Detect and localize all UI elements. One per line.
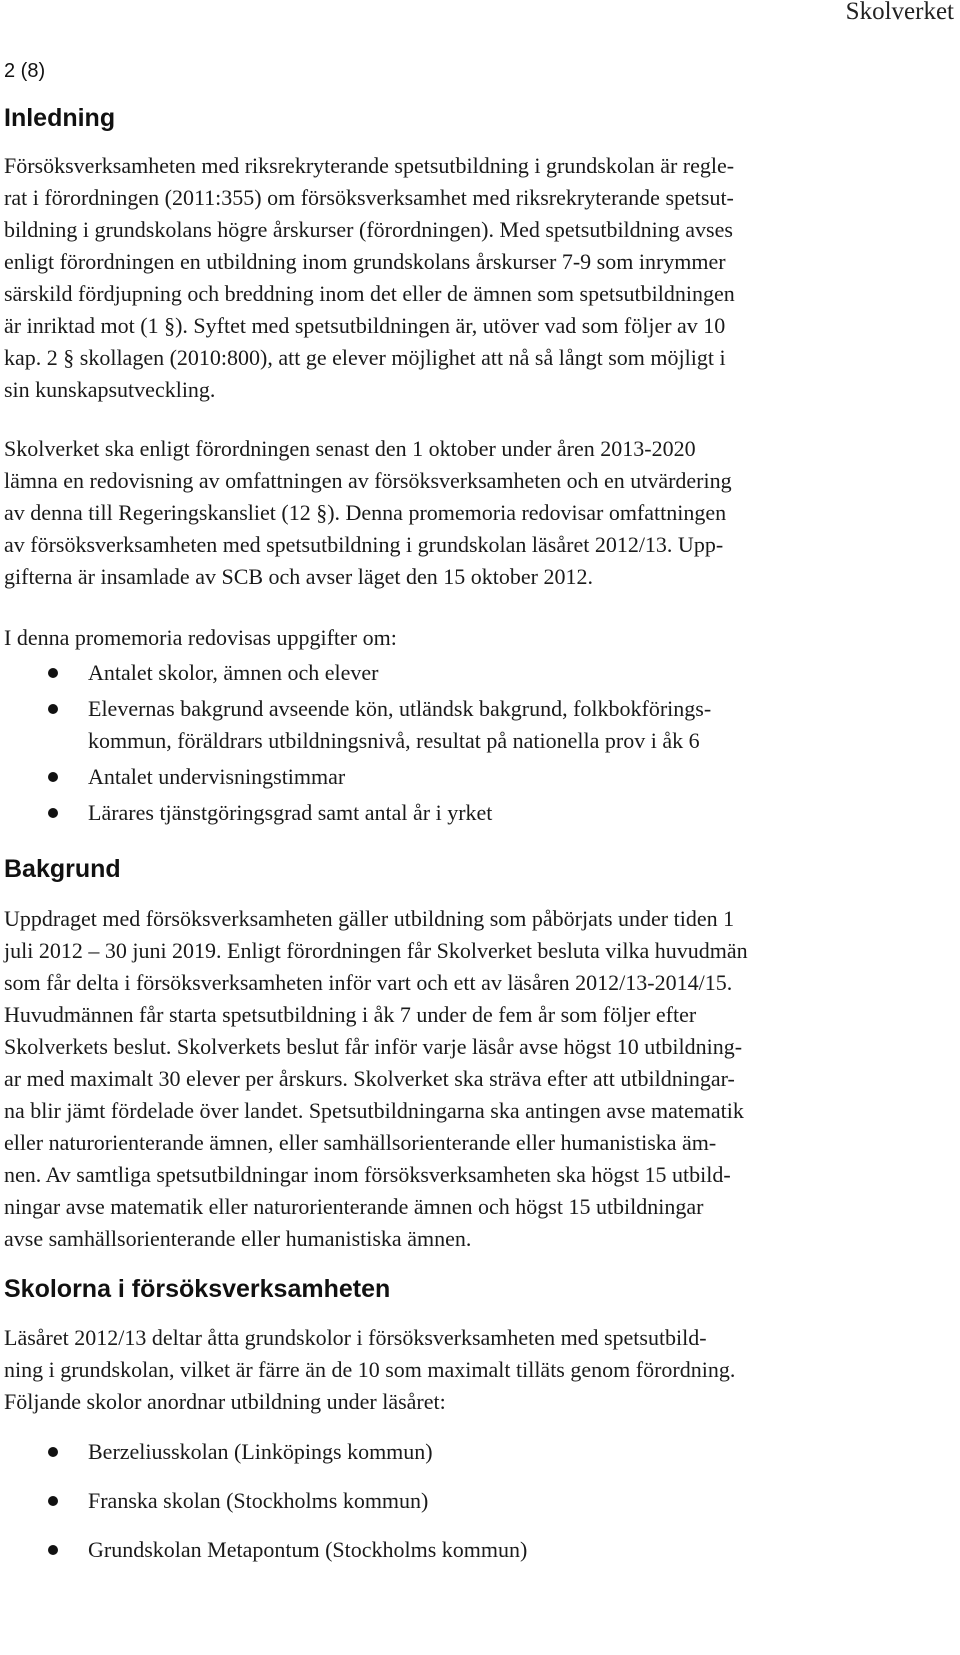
list-item-text: Berzeliusskolan (Linköpings kommun) [88,1439,433,1464]
text-line: gifterna är insamlade av SCB och avser läget den 15 oktober 2012. [4,564,593,589]
text-line: är inriktad mot (1 §). Syftet med spetsutbildningen är, utöver vad som följer av 10 [4,313,726,338]
brand-name: Skolverket [845,0,954,25]
text-line: av försöksverksamheten med spetsutbildning i grundskolan läsåret 2012/13. Upp- [4,532,724,557]
page-number: 2 (8) [4,60,46,82]
text-line: Skolverket ska enligt förordningen senast den 1 oktober under åren 2013-2020 [4,436,696,461]
text-line: ar med maximalt 30 elever per årskurs. Skolverket ska sträva efter att utbildningar- [4,1066,735,1091]
inledning-paragraph-3 [4,622,952,654]
list-item [4,657,952,689]
bullet-icon [48,1496,58,1506]
list-item-text: Franska skolan (Stockholms kommun) [88,1488,429,1513]
text-line: särskild fördjupning och breddning inom det eller de ämnen som spetsutbildningen [4,281,735,306]
text-line: lämna en redovisning av omfattningen av försöksverksamheten och en utvärdering [4,468,732,493]
list-item-text: Antalet undervisningstimmar [88,764,346,789]
heading-bakgrund: Bakgrund [4,855,121,883]
heading-inledning: Inledning [4,104,116,132]
list-item [4,797,952,829]
text-line: na blir jämt fördelade över landet. Spetsutbildningarna ska antingen avse matematik [4,1098,744,1123]
list-item-text: Elevernas bakgrund avseende kön, utländsk bakgrund, folkbokförings- [88,696,712,721]
text-line: eller naturorienterande ämnen, eller samhällsorienterande eller humanistiska äm- [4,1130,717,1155]
list-item [4,1485,952,1517]
bullet-icon [48,808,58,818]
list-item-text: kommun, föräldrars utbildningsnivå, resultat på nationella prov i åk 6 [88,728,700,753]
text-line: juli 2012 – 30 juni 2019. Enligt förordningen får Skolverket besluta vilka huvudmän [4,938,748,963]
text-line: Huvudmännen får starta spetsutbildning i åk 7 under de fem år som följer efter [4,1002,697,1027]
skolorna-paragraph [4,1322,952,1418]
text-line: Läsåret 2012/13 deltar åtta grundskolor i försöksverksamheten med spetsutbild- [4,1325,707,1350]
topics-list [4,657,952,829]
text-line: rat i förordningen (2011:355) om försöksverksamhet med riksrekryterande spetsut- [4,185,734,210]
text-line: av denna till Regeringskansliet (12 §). Denna promemoria redovisar omfattningen [4,500,727,525]
text-line: ning i grundskolan, vilket är färre än de 10 som maximalt tilläts genom förordning. [4,1357,736,1382]
text-line: som får delta i försöksverksamheten inför vart och ett av läsåren 2012/13-2014/15. [4,970,733,995]
list-item-text: Grundskolan Metapontum (Stockholms kommun) [88,1537,528,1562]
text-line: kap. 2 § skollagen (2010:800), att ge elever möjlighet att nå så långt som möjligt i [4,345,726,370]
list-item-text: Lärares tjänstgöringsgrad samt antal år i yrket [88,800,493,825]
text-line: I denna promemoria redovisas uppgifter om: [4,625,397,650]
bullet-icon [48,1545,58,1555]
text-line: Uppdraget med försöksverksamheten gäller utbildning som påbörjats under tiden 1 [4,906,735,931]
list-item [4,1534,952,1566]
list-item [4,761,952,793]
inledning-paragraph-1 [4,150,952,406]
bullet-icon [48,1447,58,1457]
bullet-icon [48,704,58,714]
bullet-icon [48,668,58,678]
text-line: enligt förordningen en utbildning inom grundskolans årskurser 7-9 som inrymmer [4,249,726,274]
text-line: Skolverkets beslut. Skolverkets beslut får inför varje läsår avse högst 10 utbildning- [4,1034,743,1059]
text-line: Följande skolor anordnar utbildning under läsåret: [4,1389,446,1414]
inledning-paragraph-2 [4,433,952,593]
text-line: bildning i grundskolans högre årskurser (förordningen). Med spetsutbildning avses [4,217,733,242]
bakgrund-paragraph [4,903,952,1255]
list-item [4,693,952,757]
schools-list [4,1436,952,1566]
text-line: avse samhällsorienterande eller humanistiska ämnen. [4,1226,472,1251]
text-line: nen. Av samtliga spetsutbildningar inom försöksverksamheten ska högst 15 utbild- [4,1162,731,1187]
text-line: ningar avse matematik eller naturorienterande ämnen och högst 15 utbildningar [4,1194,704,1219]
text-line: sin kunskapsutveckling. [4,377,216,402]
heading-skolorna: Skolorna i försöksverksamheten [4,1275,391,1303]
list-item-text: Antalet skolor, ämnen och elever [88,660,379,685]
bullet-icon [48,772,58,782]
list-item [4,1436,952,1468]
text-line: Försöksverksamheten med riksrekryterande spetsutbildning i grundskolan är regle- [4,153,735,178]
